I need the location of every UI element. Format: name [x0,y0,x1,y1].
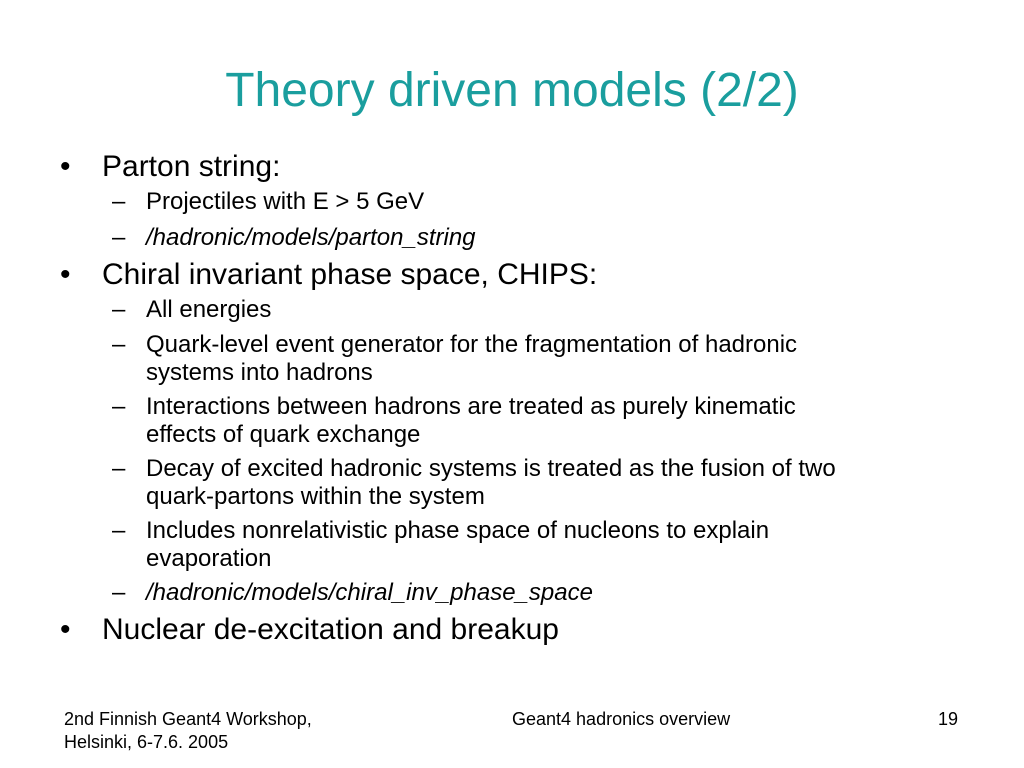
sub-bullet-text: quark-partons within the system [146,483,485,510]
sub-bullet-text: Projectiles with E > 5 GeV [146,188,425,215]
sub-bullet-text: Quark-level event generator for the fragmentation of hadronic [146,331,798,358]
bullet-icon: • [60,258,71,291]
dash-icon: – [112,455,126,482]
bullet-text: Nuclear de-excitation and breakup [102,613,559,646]
dash-icon: – [112,224,126,251]
footer-left-line1: 2nd Finnish Geant4 Workshop, [64,709,312,729]
page-number: 19 [938,709,959,729]
sub-bullet-text: /hadronic/models/parton_string [146,224,476,251]
slide-title: Theory driven models (2/2) [225,64,799,117]
sub-bullet-text: effects of quark exchange [146,421,421,448]
footer-left-line2: Helsinki, 6-7.6. 2005 [64,732,229,752]
footer-center: Geant4 hadronics overview [512,709,731,729]
bullet-text: Chiral invariant phase space, CHIPS: [102,258,598,291]
dash-icon: – [112,579,126,606]
bullet-icon: • [60,150,71,183]
sub-bullet-text: /hadronic/models/chiral_inv_phase_space [146,579,593,606]
sub-bullet-text: All energies [146,296,272,323]
bullet-text: Parton string: [102,150,281,183]
sub-bullet-text: Interactions between hadrons are treated as purely kinematic [146,393,796,420]
sub-bullet-text: systems into hadrons [146,359,373,386]
dash-icon: – [112,393,126,420]
dash-icon: – [112,517,126,544]
bullet-icon: • [60,613,71,646]
sub-bullet-text: Decay of excited hadronic systems is treated as the fusion of two [146,455,836,482]
dash-icon: – [112,188,126,215]
sub-bullet-text: evaporation [146,545,272,572]
dash-icon: – [112,331,126,358]
sub-bullet-text: Includes nonrelativistic phase space of nucleons to explain [146,517,770,544]
dash-icon: – [112,296,126,323]
